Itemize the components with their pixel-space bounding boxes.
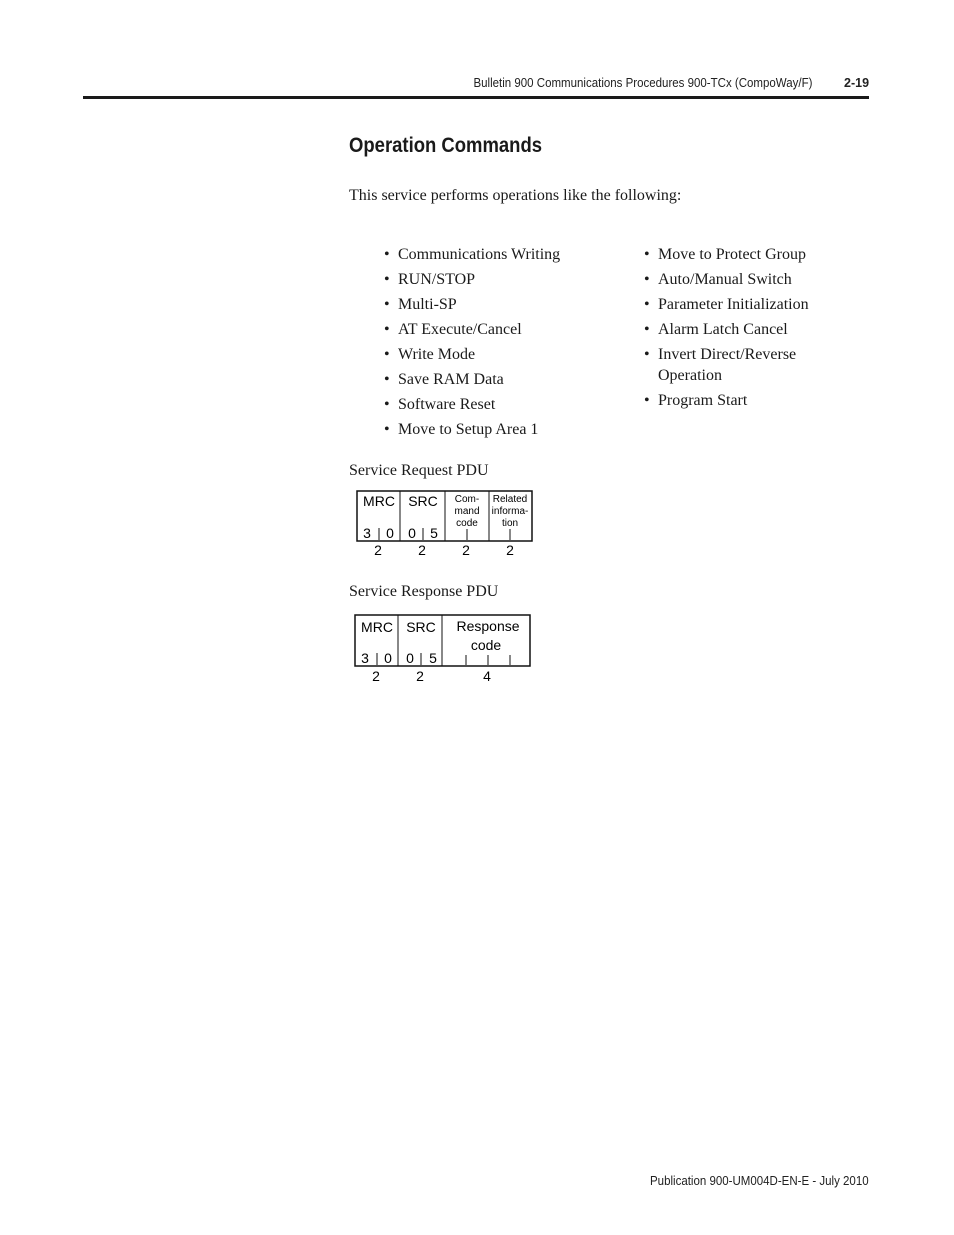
- byte-count: 2: [372, 668, 380, 684]
- mrc-field-label: MRC: [361, 619, 393, 635]
- mrc-value-digit: 0: [384, 650, 392, 666]
- byte-count: 2: [462, 542, 470, 558]
- command-code-label: mand: [454, 506, 480, 517]
- byte-count: 2: [506, 542, 514, 558]
- byte-count: 4: [483, 668, 491, 684]
- request-pdu-label: Service Request PDU: [349, 462, 489, 479]
- list-item: • Program Start: [644, 390, 844, 411]
- list-item: • RUN/STOP: [384, 269, 614, 290]
- response-pdu-diagram: [350, 612, 540, 686]
- src-value-digit: 0: [406, 650, 414, 666]
- list-item: • Software Reset: [384, 394, 614, 415]
- response-pdu-label: Service Response PDU: [349, 583, 499, 600]
- publication-footer: Publication 900-UM004D-EN-E - July 2010: [650, 1174, 869, 1188]
- command-code-label: Com-: [454, 494, 480, 505]
- section-title: Operation Commands: [349, 134, 543, 157]
- src-field-label: SRC: [408, 493, 438, 509]
- list-item: • Communications Writing: [384, 244, 614, 265]
- list-item: • Multi-SP: [384, 294, 614, 315]
- src-value-digit: 5: [430, 525, 438, 541]
- response-code-label: code: [470, 637, 502, 653]
- list-item: • Auto/Manual Switch: [644, 269, 844, 290]
- header-rule: [83, 96, 869, 99]
- related-info-label: Related: [492, 494, 528, 505]
- running-header-title: Bulletin 900 Communications Procedures 900-TCx (CompoWay/F): [473, 76, 812, 90]
- mrc-value-digit: 0: [386, 525, 394, 541]
- byte-count: 2: [416, 668, 424, 684]
- mrc-field-label: MRC: [363, 493, 395, 509]
- page-number: 2-19: [844, 76, 870, 90]
- list-item: • Parameter Initialization: [644, 294, 844, 315]
- list-item: • Alarm Latch Cancel: [644, 319, 844, 340]
- related-info-label: informa-: [491, 506, 529, 517]
- operations-list-left: [384, 244, 614, 444]
- list-item: • Save RAM Data: [384, 369, 614, 390]
- response-code-label: Response: [456, 618, 520, 634]
- src-value-digit: 5: [429, 650, 437, 666]
- mrc-value-digit: 3: [361, 650, 369, 666]
- src-field-label: SRC: [406, 619, 436, 635]
- list-item: • Write Mode: [384, 344, 614, 365]
- command-code-label: code: [456, 518, 478, 529]
- list-item: • Invert Direct/Reverse Operation: [644, 344, 844, 386]
- byte-count: 2: [374, 542, 382, 558]
- operations-list-right: [644, 244, 844, 415]
- mrc-value-digit: 3: [363, 525, 371, 541]
- intro-text: This service performs operations like the following:: [349, 187, 682, 204]
- request-pdu-diagram: [350, 488, 540, 562]
- list-item: • Move to Protect Group: [644, 244, 844, 265]
- byte-count: 2: [418, 542, 426, 558]
- related-info-label: tion: [501, 518, 519, 529]
- list-item: • AT Execute/Cancel: [384, 319, 614, 340]
- list-item: • Move to Setup Area 1: [384, 419, 614, 440]
- src-value-digit: 0: [408, 525, 416, 541]
